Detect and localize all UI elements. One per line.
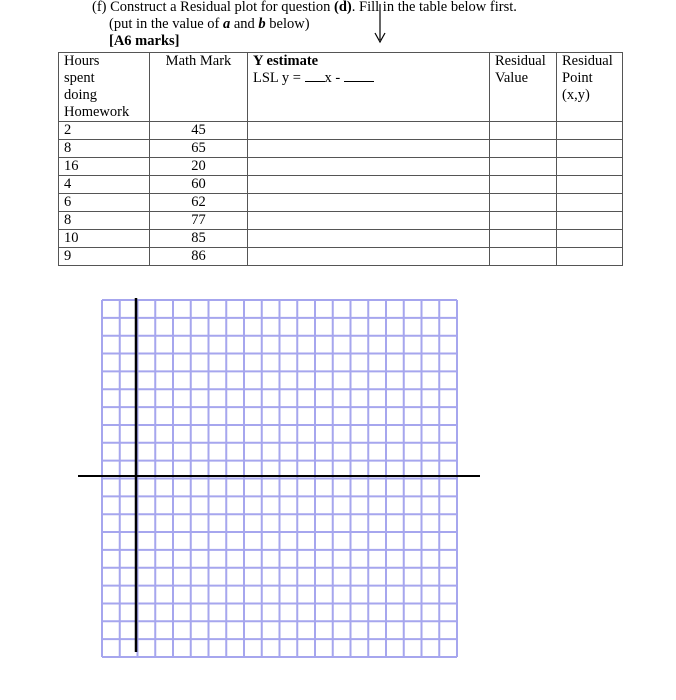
hours-cell: 8 [59, 212, 150, 230]
var-a: a [222, 16, 231, 32]
question-line-2: (put in the value of a and b below) [109, 16, 310, 32]
question-line-1: (f) Construct a Residual plot for question (d). Fill in the table below first. [92, 0, 517, 15]
col-residual-point-header: Residual Point (x,y) [557, 53, 623, 122]
grid-lines [102, 300, 457, 657]
var-b: b [258, 16, 266, 32]
math-cell: 77 [150, 212, 248, 230]
math-cell: 60 [150, 176, 248, 194]
col-residual-value-header: Residual Value [490, 53, 557, 122]
lsl-formula: LSL y = x - [253, 70, 484, 87]
math-cell: 86 [150, 248, 248, 266]
hours-cell: 6 [59, 194, 150, 212]
hours-cell: 2 [59, 122, 150, 140]
math-cell: 85 [150, 230, 248, 248]
math-cell: 65 [150, 140, 248, 158]
marks-label: [A6 marks] [109, 33, 180, 49]
math-cell: 62 [150, 194, 248, 212]
hours-cell: 16 [59, 158, 150, 176]
hours-cell: 10 [59, 230, 150, 248]
hours-cell: 4 [59, 176, 150, 194]
hours-cell: 9 [59, 248, 150, 266]
math-cell: 45 [150, 122, 248, 140]
question-ref: (d) [334, 0, 352, 15]
hours-cell: 8 [59, 140, 150, 158]
col-hours-header: Hours spent doing Homework [59, 53, 150, 122]
col-y-estimate-header: Y estimate LSL y = x - [248, 53, 490, 122]
col-math-header: Math Mark [150, 53, 248, 122]
math-cell: 20 [150, 158, 248, 176]
